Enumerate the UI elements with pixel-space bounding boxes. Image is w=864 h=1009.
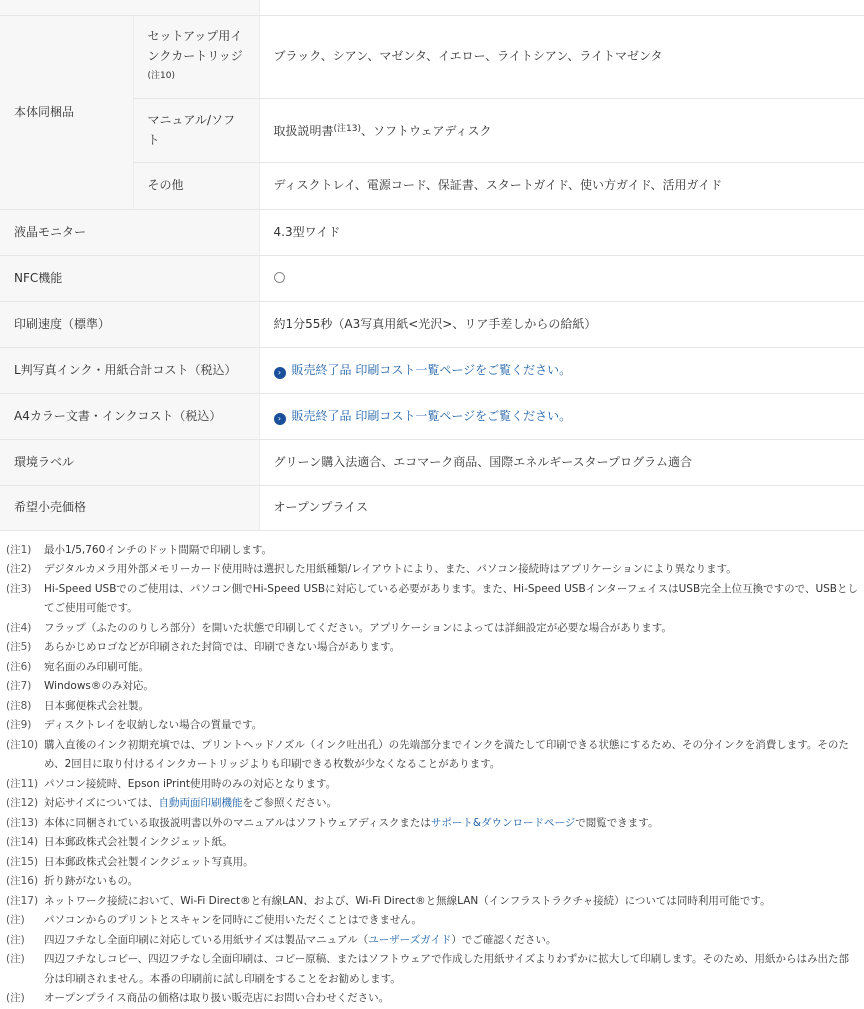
- footnote: [6, 950, 864, 989]
- footnote: [6, 931, 864, 951]
- footnote: [6, 833, 864, 853]
- spec-label: L判写真インク・用紙合計コスト（税込）: [0, 347, 259, 393]
- footnote-key: (注14): [6, 836, 39, 848]
- footnote-key: (注15): [6, 855, 39, 868]
- spec-label: 印刷速度（標準）: [0, 301, 259, 347]
- footnote-key: (注16): [6, 875, 39, 887]
- spec-value: ディスクトレイ、電源コード、保証書、スタートガイド、使い方ガイド、活用ガイド: [259, 162, 864, 209]
- footnote-text: パソコン接続時、Epson iPrint使用時のみの対応となります。: [44, 777, 337, 790]
- footnote-key: (注): [6, 933, 25, 946]
- spec-label: A4カラー文書・インクコスト（税込）: [0, 393, 259, 439]
- spec-row: [0, 301, 864, 347]
- footnote-key: (注13): [6, 816, 39, 829]
- footnote: [6, 658, 864, 678]
- footnote: [6, 736, 864, 775]
- footnote-key: (注10): [6, 738, 39, 751]
- spec-label: 液晶モニター: [0, 209, 259, 255]
- footnote-text: 購入直後のインク初期充填では、プリントヘッドノズル（インク吐出孔）の先端部分までインクを満たして印刷できる状態にするため、その分インクを消費します。そのため、2回目に取り付けるインクカートリッジよりも印刷できる枚数が少なくなることがあります。: [44, 738, 849, 770]
- spec-label: 希望小売価格: [0, 485, 259, 530]
- footnote-text: 最小1/5,760インチのドット間隔で印刷します。: [44, 543, 273, 556]
- footnote: [6, 716, 864, 736]
- footnote-text: 折り跡がないもの。: [44, 875, 139, 887]
- footnote: [6, 619, 864, 639]
- spec-sublabel: セットアップ用インクカートリッジ$^{(注10)}$: [133, 15, 259, 98]
- footnote-link[interactable]: 自動両面印刷機能: [158, 797, 243, 809]
- spec-sublabel: マニュアル/ソフト: [133, 98, 259, 162]
- footnote: [6, 794, 864, 814]
- footnote-text: 日本郵便株式会社製。: [44, 699, 149, 712]
- footnote-key: (注7): [6, 680, 32, 692]
- spec-value: 4.3型ワイド: [259, 209, 864, 255]
- footnote-text: 日本郵政株式会社製インクジェット紙。: [44, 836, 233, 848]
- footnote: [6, 541, 864, 561]
- spec-label: 環境ラベル: [0, 439, 259, 485]
- footnote-key: (注8): [6, 699, 32, 712]
- print-cost-link[interactable]: › 販売終了品 印刷コスト一覧ページをご覧ください。: [274, 409, 572, 423]
- spec-label: NFC機能: [0, 255, 259, 301]
- footnote-text: 対応サイズについては、自動両面印刷機能をご参照ください。: [44, 797, 337, 809]
- footnote-text: パソコンからのプリントとスキャンを同時にご使用いただくことはできません。: [44, 914, 422, 926]
- spec-label: 本体同梱品: [0, 15, 133, 209]
- footnote-text: 四辺フチなし全面印刷に対応している用紙サイズは製品マニュアル（ユーザーズガイド）でご確認ください。: [44, 933, 557, 946]
- spec-row: [0, 485, 864, 530]
- spec-value: グリーン購入法適合、エコマーク商品、国際エネルギースタープログラム適合: [259, 439, 864, 485]
- spec-row: [0, 347, 864, 393]
- arrow-right-icon: ›: [274, 413, 286, 425]
- footnote-key: (注11): [6, 777, 39, 790]
- footnote: [6, 775, 864, 795]
- spec-row: [0, 255, 864, 301]
- footnote-key: (注3): [6, 582, 32, 595]
- footnote-link[interactable]: ユーザーズガイド: [368, 933, 452, 946]
- footnote-key: (注): [6, 953, 25, 965]
- footnote-text: デジタルカメラ用外部メモリーカード使用時は選択した用紙種類/レイアウトにより、また、パソコン接続時はアプリケーションにより異なります。: [44, 563, 737, 575]
- spec-value: ブラック、シアン、マゼンタ、イエロー、ライトシアン、ライトマゼンタ: [259, 15, 864, 98]
- footnote-text: ディスクトレイを収納しない場合の質量です。: [44, 719, 263, 731]
- spec-value: [259, 255, 864, 301]
- footnote-text: 本体に同梱されている取扱説明書以外のマニュアルはソフトウェアディスクまたはサポート&ダウンロードページで閲覧できます。: [44, 816, 659, 829]
- footnote-key: (注12): [6, 797, 39, 809]
- spec-row: [0, 393, 864, 439]
- spec-value: 取扱説明書$^{(注13)}$、ソフトウェアディスク: [259, 98, 864, 162]
- footnote: [6, 911, 864, 931]
- footnote-key: (注): [6, 914, 25, 926]
- spec-row-partial: [0, 0, 864, 15]
- footnote-key: (注5): [6, 641, 32, 653]
- footnote-text: Windows®のみ対応。: [44, 680, 154, 692]
- footnote-link[interactable]: サポート&ダウンロードページ: [430, 816, 576, 829]
- footnote: [6, 853, 864, 873]
- footnote: [6, 697, 864, 717]
- footnotes: [0, 531, 864, 1009]
- footnote-text: 四辺フチなしコピー、四辺フチなし全面印刷は、コピー原稿、またはソフトウェアで作成した用紙サイズよりわずかに拡大して印刷します。そのため、用紙からはみ出た部分は印刷されません。本番の印刷前に試し印刷をすることをお勧めします。: [44, 953, 850, 985]
- spec-row: [0, 15, 864, 98]
- print-cost-link[interactable]: › 販売終了品 印刷コスト一覧ページをご覧ください。: [274, 363, 572, 377]
- footnote-text: フラップ（ふたののりしろ部分）を開いた状態で印刷してください。アプリケーションによっては詳細設定が必要な場合があります。: [44, 621, 672, 634]
- footnote: [6, 560, 864, 580]
- spec-row: [0, 439, 864, 485]
- footnote-key: (注4): [6, 621, 32, 634]
- footnote-text: あらかじめロゴなどが印刷された封筒では、印刷できない場合があります。: [44, 641, 401, 653]
- footnote-key: (注2): [6, 563, 32, 575]
- spec-sublabel: その他: [133, 162, 259, 209]
- footnote-text: Hi-Speed USBでのご使用は、パソコン側でHi-Speed USBに対応している必要があります。また、Hi-Speed USBインターフェイスはUSB完全上位互換ですので、USBとしてご使用可能です。: [44, 582, 858, 614]
- spec-value: オープンプライス: [259, 485, 864, 530]
- arrow-right-icon: ›: [274, 367, 286, 379]
- spec-row: [0, 209, 864, 255]
- footnote: [6, 892, 864, 912]
- footnote-text: 日本郵政株式会社製インクジェット写真用。: [44, 855, 254, 868]
- footnote: [6, 677, 864, 697]
- footnote-text: オープンプライス商品の価格は取り扱い販売店にお問い合わせください。: [44, 992, 390, 1004]
- footnote-text: ネットワーク接続において、Wi-Fi Direct®と有線LAN、および、Wi-Fi Direct®と無線LAN（インフラストラクチャ接続）については同時利用可能です。: [44, 894, 771, 907]
- footnote: [6, 872, 864, 892]
- spec-value: 約1分55秒（A3写真用紙<光沢>、リア手差しからの給紙）: [259, 301, 864, 347]
- footnote-key: (注1): [6, 543, 32, 556]
- footnote-text: 宛名面のみ印刷可能。: [44, 660, 149, 673]
- supported-circle-icon: [274, 272, 285, 283]
- footnote-key: (注): [6, 992, 25, 1004]
- footnote-key: (注9): [6, 719, 32, 731]
- footnote-key: (注6): [6, 660, 32, 673]
- footnote: [6, 814, 864, 834]
- footnote: [6, 580, 864, 619]
- footnote-key: (注17): [6, 894, 39, 907]
- footnote: [6, 638, 864, 658]
